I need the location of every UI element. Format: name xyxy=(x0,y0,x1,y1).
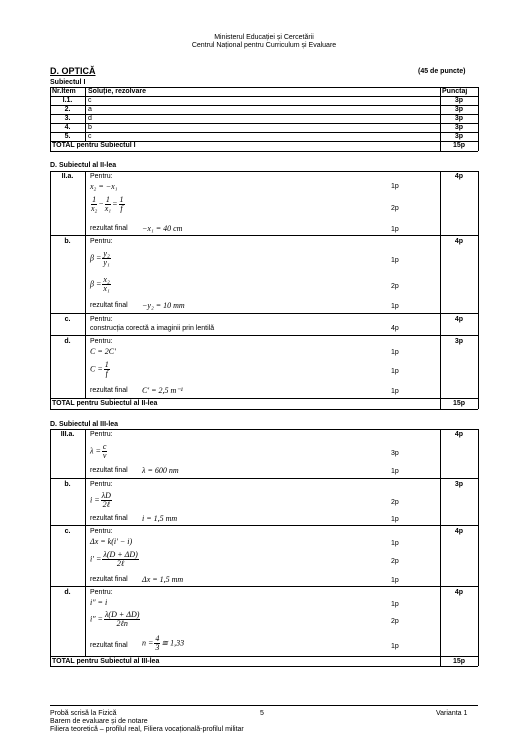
variant-label: Varianta 1 xyxy=(436,710,468,717)
column-header-points: Punctaj xyxy=(442,88,468,95)
item-number: I.1. xyxy=(62,97,73,104)
column-header-item: Nr.Item xyxy=(52,88,76,95)
footer-track: Filiera teoretică – profilul real, Filiera vocațională-profilul militar xyxy=(50,726,244,733)
subject-2-title: D. Subiectul al II-lea xyxy=(50,162,117,169)
item-number: 2. xyxy=(64,106,71,113)
step-points: 3p xyxy=(391,450,399,457)
item-number: II.a. xyxy=(61,173,74,180)
pentru-label: Pentru: xyxy=(90,589,113,596)
final-result: −y₂ = 10 mm xyxy=(142,301,185,310)
answer: c xyxy=(88,97,92,104)
step-points: 1p xyxy=(391,368,399,375)
step-points: 1p xyxy=(391,468,399,475)
final-result: −x₁ = 40 cm xyxy=(142,224,183,233)
pentru-label: Pentru: xyxy=(90,528,113,535)
section-points: (45 de puncte) xyxy=(418,68,466,75)
points: 3p xyxy=(454,115,464,122)
step-points: 2p xyxy=(391,283,399,290)
item-total-points: 4p xyxy=(454,238,464,245)
points: 3p xyxy=(454,124,464,131)
step-points: 1p xyxy=(391,349,399,356)
final-result-label: rezultat final xyxy=(90,387,128,394)
subject-2-total-label: TOTAL pentru Subiectul al II-lea xyxy=(52,400,158,407)
subject-1-title: Subiectul I xyxy=(50,79,86,86)
points: 3p xyxy=(454,106,464,113)
subject-3-total-label: TOTAL pentru Subiectul al III-lea xyxy=(52,658,160,665)
footer-exam-title: Probă scrisă la Fizică xyxy=(50,710,117,717)
item-total-points: 4p xyxy=(454,589,464,596)
answer: b xyxy=(88,124,92,131)
item-total-points: 3p xyxy=(454,481,464,488)
answer: a xyxy=(88,106,92,113)
subject-3-total-points: 15p xyxy=(452,658,466,665)
item-number: b. xyxy=(64,238,71,245)
equation: x₂ = −x₁ xyxy=(90,182,118,191)
page-number: 5 xyxy=(260,710,264,717)
step-points: 2p xyxy=(391,205,399,212)
equation: i″ = i xyxy=(90,598,108,607)
equation: β = $\frac{\text{x₂}}{\text{x₁}}$ xyxy=(90,275,110,293)
final-result-label: rezultat final xyxy=(90,225,128,232)
step-points: 1p xyxy=(391,643,399,650)
item-number: c. xyxy=(64,316,71,323)
answer: d xyxy=(88,115,92,122)
final-result-label: rezultat final xyxy=(90,302,128,309)
pentru-label: Pentru: xyxy=(90,338,113,345)
equation: C = 2C′ xyxy=(90,347,116,356)
pentru-label: Pentru: xyxy=(90,431,113,438)
item-number: 4. xyxy=(64,124,71,131)
points: 3p xyxy=(454,97,464,104)
item-total-points: 3p xyxy=(454,338,464,345)
ministry-header: Ministerul Educației și Cercetării xyxy=(214,34,314,41)
equation: λ = $\frac{c}{\nu}$ xyxy=(90,442,107,460)
final-result: i = 1,5 mm xyxy=(142,514,178,523)
final-result-label: rezultat final xyxy=(90,576,128,583)
step-points: 1p xyxy=(391,183,399,190)
final-result-label: rezultat final xyxy=(90,467,128,474)
step-points: 1p xyxy=(391,226,399,233)
final-result: n = $\frac{4}{3}$ ≅ 1,33 xyxy=(142,634,185,652)
center-header: Centrul Național pentru Curriculum și Evaluare xyxy=(191,42,337,49)
equation: i′ = $\frac{\lambda(D + \Delta D)}{\text{2ℓ}}$ xyxy=(90,550,138,568)
equation: $\frac{1}{\text{x₂}}$ − $\frac{1}{\text{x₁}}$ = $\frac{1}{f}$ xyxy=(91,195,124,213)
step-points: 2p xyxy=(391,618,399,625)
footer-barem: Barem de evaluare și de notare xyxy=(50,718,148,725)
final-result: λ = 600 nm xyxy=(142,466,179,475)
pentru-label: Pentru: xyxy=(90,316,113,323)
answer: c xyxy=(88,133,92,140)
item-total-points: 4p xyxy=(454,431,464,438)
equation: i″ = $\frac{\lambda(D + \Delta D)}{\text{2ℓn}}$ xyxy=(90,610,140,628)
item-number: d. xyxy=(64,589,71,596)
subject-3-title: D. Subiectul al III-lea xyxy=(50,421,119,428)
final-result: Δx = 1,5 mm xyxy=(142,575,184,584)
equation: β = $\frac{\text{y₂}}{\text{y₁}}$ xyxy=(90,249,110,267)
subject-2-total-points: 15p xyxy=(452,400,466,407)
points: 3p xyxy=(454,133,464,140)
step-points: 1p xyxy=(391,540,399,547)
item-text: construcția corectă a imaginii prin lentilă xyxy=(90,325,215,332)
item-total-points: 4p xyxy=(454,528,464,535)
equation: C = $\frac{1}{f}$ xyxy=(90,360,109,378)
pentru-label: Pentru: xyxy=(90,173,113,180)
column-header-solution: Soluție, rezolvare xyxy=(88,88,146,95)
final-result: C′ = 2,5 m⁻¹ xyxy=(142,386,183,395)
item-total-points: 4p xyxy=(454,316,464,323)
final-result-label: rezultat final xyxy=(90,515,128,522)
equation: i = $\frac{\lambda D}{\text{2ℓ}}$ xyxy=(90,491,111,509)
item-number: 5. xyxy=(64,133,71,140)
step-points: 1p xyxy=(391,257,399,264)
item-number: b. xyxy=(64,481,71,488)
step-points: 2p xyxy=(391,558,399,565)
step-points: 4p xyxy=(391,325,399,332)
equation: Δx = k(i′ − i) xyxy=(90,537,133,546)
subject-1-total-points: 15p xyxy=(452,142,466,149)
subject-1-total-label: TOTAL pentru Subiectul I xyxy=(52,142,136,149)
item-number: 3. xyxy=(64,115,71,122)
item-number: c. xyxy=(64,528,71,535)
step-points: 1p xyxy=(391,388,399,395)
final-result-label: rezultat final xyxy=(90,642,128,649)
step-points: 2p xyxy=(391,499,399,506)
item-number: d. xyxy=(64,338,71,345)
section-title: D. OPTICĂ xyxy=(50,66,96,76)
item-number: III.a. xyxy=(60,431,75,438)
step-points: 1p xyxy=(391,303,399,310)
step-points: 1p xyxy=(391,577,399,584)
step-points: 1p xyxy=(391,601,399,608)
pentru-label: Pentru: xyxy=(90,238,113,245)
item-total-points: 4p xyxy=(454,173,464,180)
pentru-label: Pentru: xyxy=(90,481,113,488)
step-points: 1p xyxy=(391,516,399,523)
